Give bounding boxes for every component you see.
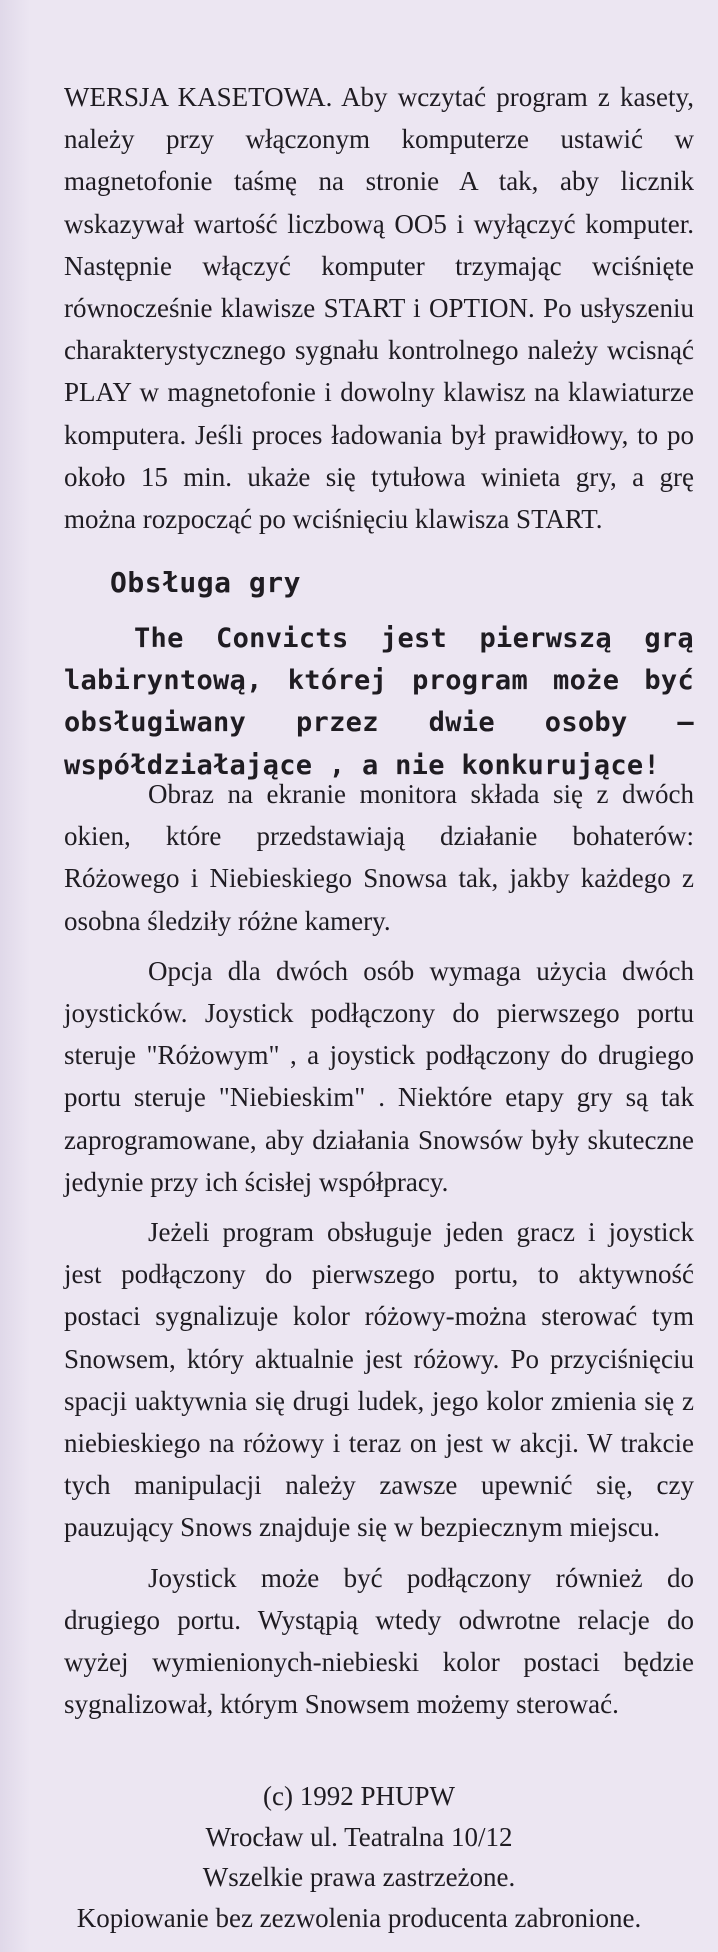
- body-paragraph-second-port: Joystick może być podłączony również do drugiego portu. Wystąpią wtedy odwrotne relacje do wyżej wymienionych-niebieski kolor postaci będzie sygnalizował, którym Snowsem możemy sterować.: [64, 1562, 694, 1720]
- section-heading: Obsługa gry: [110, 566, 301, 599]
- address-line: Wrocław ul. Teatralna 10/12: [205, 1821, 513, 1852]
- copyright-line: (c) 1992 PHUPW: [263, 1781, 455, 1811]
- rights-line: Wszelkie prawa zastrzeżone.: [202, 1862, 516, 1892]
- lead-section: [64, 618, 694, 787]
- publisher-footer: [0, 1776, 718, 1938]
- body-section: [64, 773, 694, 1725]
- intro-section: [64, 76, 694, 540]
- lead-paragraph: The Convicts jest pierwszą grą labiryntową, której program może być obsługiwany przez dwie osoby – współdziałające , a nie konkurujące!: [64, 623, 694, 781]
- cassette-loading-paragraph: WERSJA KASETOWA. Aby wczytać program z kasety, należy przy włączonym komputerze ustawić w magnetofonie taśmę na stronie A tak, aby licznik wskazywał wartość liczbową OO5 i wyłączyć komputer. Następnie włączyć komputer trzymając wciśnięte równocześnie klawisze START i OPTION. Po usłyszeniu charakterystycznego sygnału kontrolnego należy wcisnąć PLAY w magnetofonie i dowolny klawisz na klawiaturze komputera. Jeśli proces ładowania był prawidłowy, to po około 15 min. ukaże się tytułowa winieta gry, a grę można rozpocząć po wciśnięciu klawisza START.: [64, 82, 694, 535]
- body-paragraph-two-players: Opcja dla dwóch osób wymaga użycia dwóch joysticków. Joystick podłączony do pierwszego portu steruje "Różowym" , a joystick podłączony do drugiego portu steruje "Niebieskim" . Niektóre etapy gry są tak zaprogramowane, aby działania Snowsów były skuteczne jedynie przy ich ścisłej współpracy.: [64, 955, 694, 1197]
- body-paragraph-one-player: Jeżeli program obsługuje jeden gracz i joystick jest podłączony do pierwszego portu, to aktywność postaci sygnalizuje kolor różowy-można sterować tym Snowsem, który aktualnie jest różowy. Po przyciśnięciu spacji uaktywnia się drugi ludek, jego kolor zmienia się z niebieskiego na różowy i teraz on jest w akcji. W trakcie tych manipulacji należy zawsze upewnić się, czy pauzujący Snows znajduje się w bezpiecznym miejscu.: [64, 1217, 694, 1543]
- copy-notice-line: Kopiowanie bez zezwolenia producenta zabronione.: [76, 1902, 642, 1933]
- body-paragraph-windows: Obraz na ekranie monitora składa się z dwóch okien, które przedstawiają działanie bohaterów: Różowego i Niebieskiego Snowsa tak, jakby każdego z osobna śledziły różne kamery.: [64, 779, 694, 936]
